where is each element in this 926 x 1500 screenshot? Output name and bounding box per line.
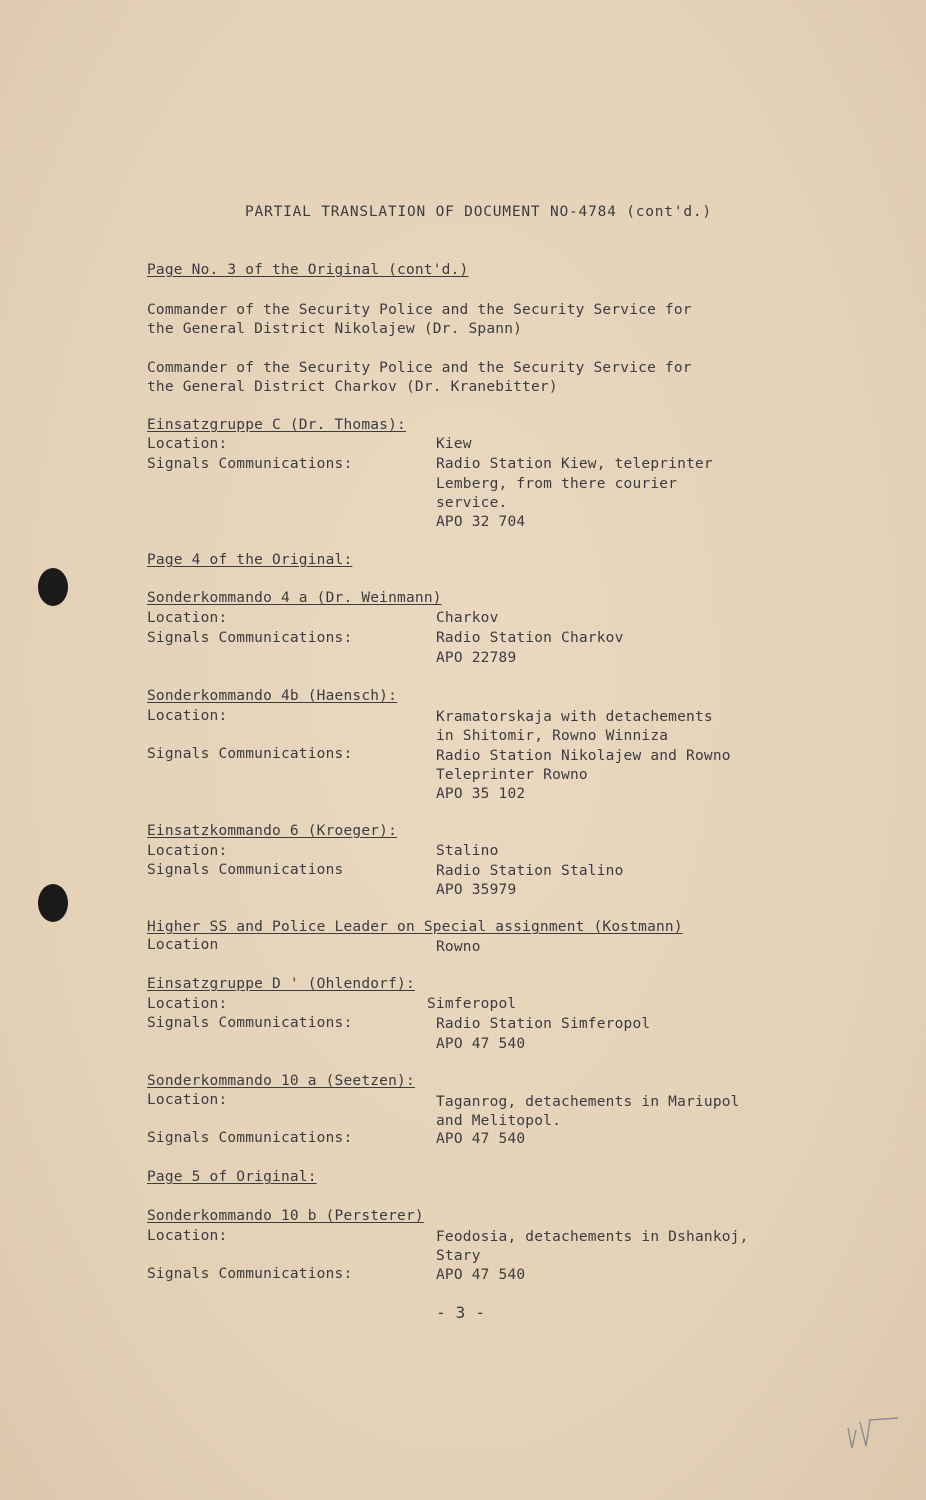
sk4a-apo: APO 22789 — [436, 650, 517, 666]
sk4a-signals-label: Signals Communications: — [147, 630, 353, 646]
sk10a-heading: Sonderkommando 10 a (Seetzen): — [147, 1073, 415, 1089]
egc-signals-line3: service. — [436, 495, 508, 511]
egc-location-value: Kiew — [436, 436, 472, 452]
sk4b-signals-label: Signals Communications: — [147, 746, 353, 762]
para1-line1: Commander of the Security Police and the Security Service for — [147, 302, 692, 318]
egd-location-label: Location: — [147, 996, 228, 1012]
egd-heading: Einsatzgruppe D ' (Ohlendorf): — [147, 976, 415, 992]
hssp-location-value: Rowno — [436, 939, 481, 955]
sk4b-location-label: Location: — [147, 708, 228, 724]
hssp-heading: Higher SS and Police Leader on Special assignment (Kostmann) — [147, 919, 683, 935]
sk4a-signals-value: Radio Station Charkov — [436, 630, 624, 646]
sk10b-signals-label: Signals Communications: — [147, 1266, 353, 1282]
sk10a-location-line1: Taganrog, detachements in Mariupol — [436, 1094, 740, 1110]
egd-signals-label: Signals Communications: — [147, 1015, 353, 1031]
ek6-location-label: Location: — [147, 843, 228, 859]
sk10a-signals-label: Signals Communications: — [147, 1130, 353, 1146]
sk4a-location-value: Charkov — [436, 610, 499, 626]
egc-signals-line1: Radio Station Kiew, teleprinter — [436, 456, 713, 472]
sk10a-location-label: Location: — [147, 1092, 228, 1108]
sk4a-location-label: Location: — [147, 610, 228, 626]
sk10a-location-line2: and Melitopol. — [436, 1113, 562, 1129]
egc-signals-label: Signals Communications: — [147, 456, 353, 472]
para1-line2: the General District Nikolajew (Dr. Spann) — [147, 321, 523, 337]
ek6-heading: Einsatzkommando 6 (Kroeger): — [147, 823, 398, 839]
sk4b-signals-line2: Teleprinter Rowno — [436, 767, 588, 783]
sk4b-signals-line1: Radio Station Nikolajew and Rowno — [436, 748, 731, 764]
sk10b-location-line2: Stary — [436, 1248, 481, 1264]
page3-heading: Page No. 3 of the Original (cont'd.) — [147, 262, 469, 278]
egd-signals-value: Radio Station Simferopol — [436, 1016, 651, 1032]
ek6-apo: APO 35979 — [436, 882, 517, 898]
sk10b-apo: APO 47 540 — [436, 1267, 526, 1283]
egc-signals-line2: Lemberg, from there courier — [436, 476, 678, 492]
document-title: PARTIAL TRANSLATION OF DOCUMENT NO-4784 (cont'd.) — [245, 204, 712, 220]
para2-line1: Commander of the Security Police and the Security Service for — [147, 360, 692, 376]
sk4b-location-line1: Kramatorskaja with detachements — [436, 709, 713, 725]
egc-location-label: Location: — [147, 436, 228, 452]
sk10b-location-line1: Feodosia, detachements in Dshankoj, — [436, 1229, 749, 1245]
sk4b-heading: Sonderkommando 4b (Haensch): — [147, 688, 398, 704]
handwritten-initials-icon — [840, 1408, 910, 1454]
page-number: - 3 - — [436, 1303, 486, 1322]
egd-location-value: Simferopol — [427, 996, 517, 1012]
punch-hole-top — [38, 568, 68, 606]
sk10b-heading: Sonderkommando 10 b (Persterer) — [147, 1208, 424, 1224]
sk4b-location-line2: in Shitomir, Rowno Winniza — [436, 728, 669, 744]
sk10b-location-label: Location: — [147, 1228, 228, 1244]
egc-apo: APO 32 704 — [436, 514, 526, 530]
sk4b-apo: APO 35 102 — [436, 786, 526, 802]
hssp-location-label: Location — [147, 937, 219, 953]
ek6-location-value: Stalino — [436, 843, 499, 859]
sk4a-heading: Sonderkommando 4 a (Dr. Weinmann) — [147, 590, 442, 606]
para2-line2: the General District Charkov (Dr. Kranebitter) — [147, 379, 558, 395]
egd-apo: APO 47 540 — [436, 1036, 526, 1052]
punch-hole-bottom — [38, 884, 68, 922]
egc-heading: Einsatzgruppe C (Dr. Thomas): — [147, 417, 406, 433]
ek6-signals-value: Radio Station Stalino — [436, 863, 624, 879]
page5-heading: Page 5 of Original: — [147, 1169, 317, 1185]
sk10a-apo: APO 47 540 — [436, 1131, 526, 1147]
ek6-signals-label: Signals Communications — [147, 862, 344, 878]
page4-heading: Page 4 of the Original: — [147, 552, 353, 568]
